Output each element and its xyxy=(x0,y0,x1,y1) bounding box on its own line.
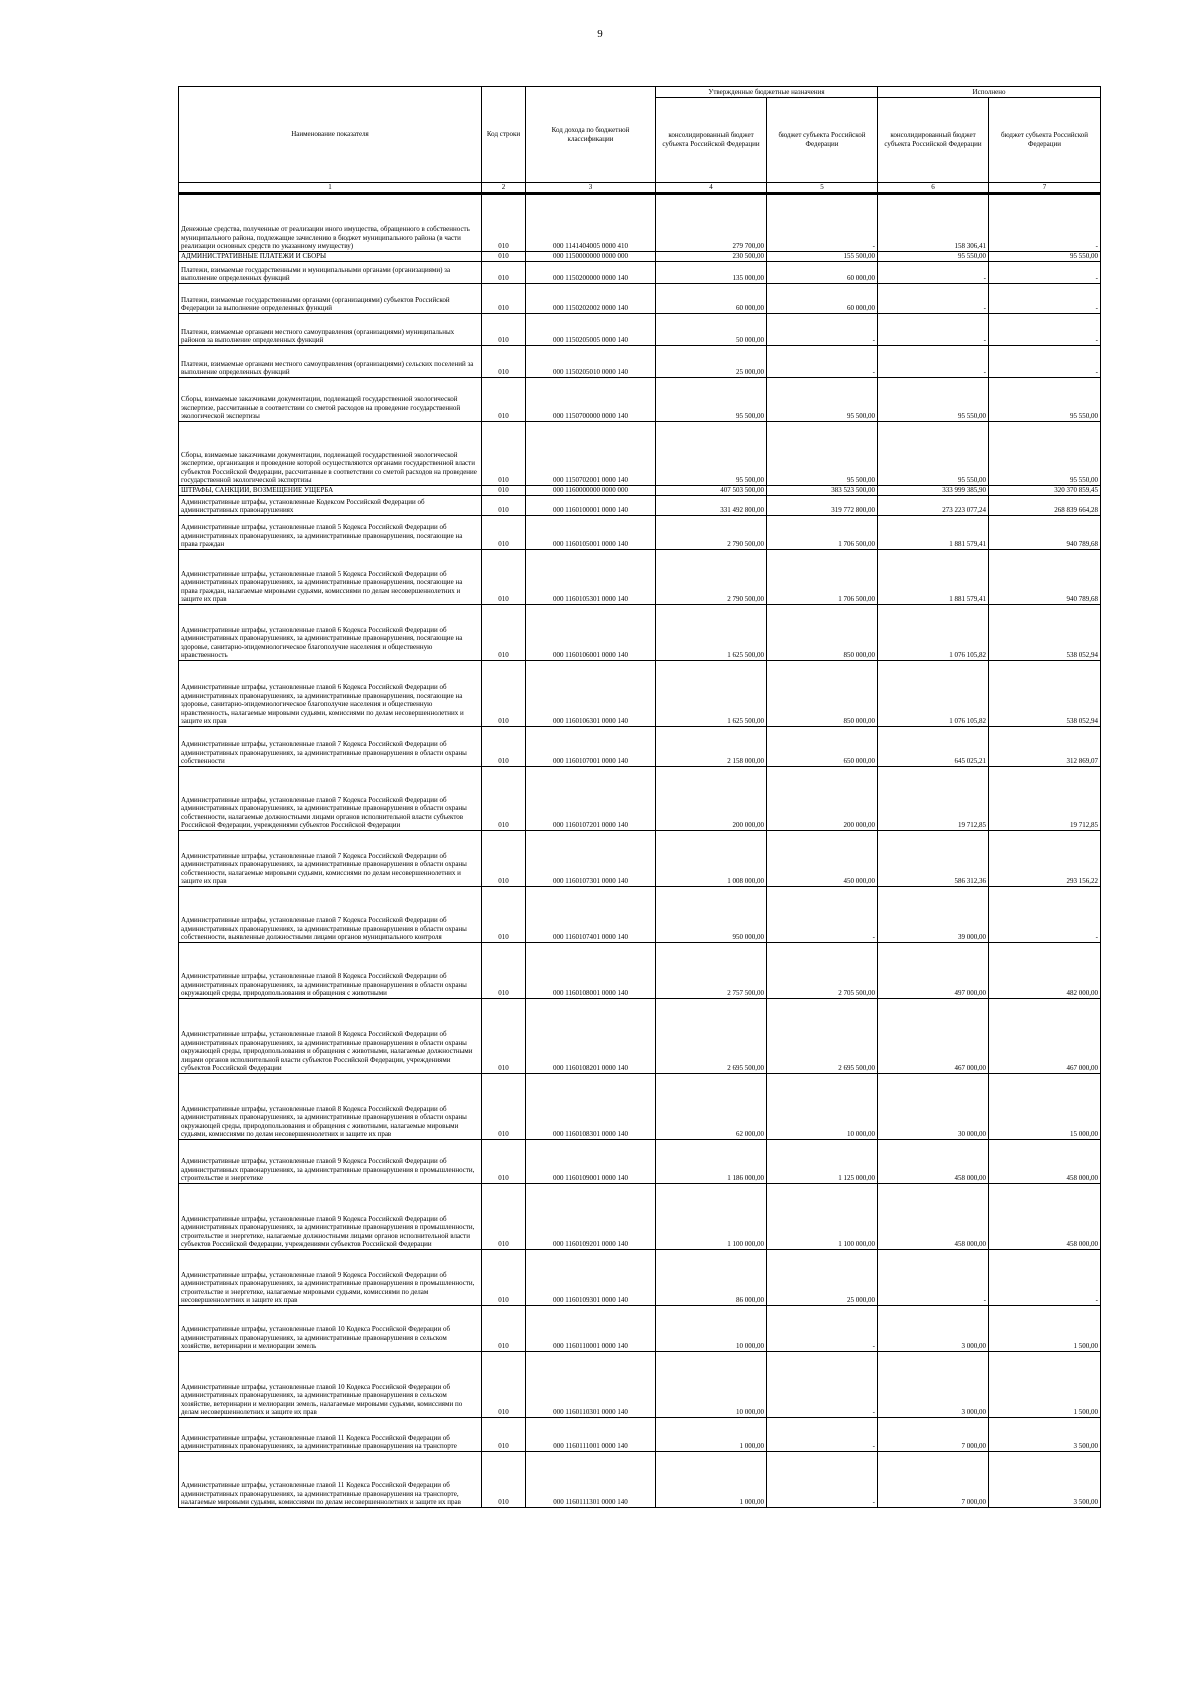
row-approved-subject: 10 000,00 xyxy=(767,1074,878,1140)
row-approved-consolidated: 1 000,00 xyxy=(656,1418,767,1452)
row-executed-subject: 15 000,00 xyxy=(989,1074,1101,1140)
row-executed-subject: 458 000,00 xyxy=(989,1140,1101,1184)
table-row xyxy=(179,831,1101,887)
table-row xyxy=(179,1184,1101,1250)
row-approved-subject: 25 000,00 xyxy=(767,1250,878,1306)
row-executed-consolidated: 95 550,00 xyxy=(878,252,989,262)
row-approved-consolidated: 279 700,00 xyxy=(656,194,767,252)
row-name: Административные штрафы, установленные Кодексом Российской Федерации об административных правонарушениях xyxy=(179,496,482,516)
row-approved-subject: 200 000,00 xyxy=(767,767,878,831)
row-approved-consolidated: 2 158 000,00 xyxy=(656,727,767,767)
table-row xyxy=(179,1140,1101,1184)
table-row xyxy=(179,262,1101,284)
table-row xyxy=(179,550,1101,605)
row-executed-subject: - xyxy=(989,284,1101,314)
row-line-code: 010 xyxy=(482,550,526,605)
row-approved-subject: - xyxy=(767,1306,878,1352)
row-approved-subject: 1 100 000,00 xyxy=(767,1184,878,1250)
row-approved-consolidated: 331 492 800,00 xyxy=(656,496,767,516)
row-name: Платежи, взимаемые органами местного самоуправления (организациями) муниципальных районов за выполнение определенных функций xyxy=(179,314,482,346)
col-number: 6 xyxy=(878,183,989,194)
row-income-code: 000 1160108201 0000 140 xyxy=(526,999,656,1074)
row-line-code: 010 xyxy=(482,1306,526,1352)
table-row xyxy=(179,346,1101,378)
row-approved-subject: 850 000,00 xyxy=(767,605,878,661)
row-approved-consolidated: 2 790 500,00 xyxy=(656,550,767,605)
row-income-code: 000 1150205010 0000 140 xyxy=(526,346,656,378)
row-line-code: 010 xyxy=(482,378,526,422)
row-name: Сборы, взимаемые заказчиками документации, подлежащей государственной экологической экспертизе, организация и проведение которой осуществляются органами государственной власти субъектов Российской Федерации, рассчитанные в соответствии со сметой расходов на проведение государственной экологической экспертизы xyxy=(179,422,482,486)
row-name: Сборы, взимаемые заказчиками документации, подлежащей государственной экологической экспертизе, рассчитанные в соответствии со сметой расходов на проведение государственной экологической экспертизы xyxy=(179,378,482,422)
row-income-code: 000 1160107201 0000 140 xyxy=(526,767,656,831)
row-name: Административные штрафы, установленные главой 9 Кодекса Российской Федерации об административных правонарушениях, за административные правонарушения в промышленности, строительстве и энергетике, налагаемые мировыми судьями, комиссиями по делам несовершеннолетних и защите их прав xyxy=(179,1250,482,1306)
row-approved-subject: 319 772 800,00 xyxy=(767,496,878,516)
table-row xyxy=(179,314,1101,346)
row-executed-consolidated: 3 000,00 xyxy=(878,1306,989,1352)
table-row xyxy=(179,887,1101,943)
row-approved-subject: 2 695 500,00 xyxy=(767,999,878,1074)
row-approved-consolidated: 50 000,00 xyxy=(656,314,767,346)
row-approved-subject: 1 706 500,00 xyxy=(767,550,878,605)
row-approved-subject: 383 523 500,00 xyxy=(767,486,878,496)
table-row xyxy=(179,661,1101,727)
row-approved-consolidated: 60 000,00 xyxy=(656,284,767,314)
row-executed-subject: 538 052,94 xyxy=(989,605,1101,661)
row-executed-subject: 95 550,00 xyxy=(989,378,1101,422)
row-executed-consolidated: 95 550,00 xyxy=(878,378,989,422)
row-name: АДМИНИСТРАТИВНЫЕ ПЛАТЕЖИ И СБОРЫ xyxy=(179,252,482,262)
row-executed-subject: 538 052,94 xyxy=(989,661,1101,727)
row-income-code: 000 1150200000 0000 140 xyxy=(526,262,656,284)
table-row xyxy=(179,1418,1101,1452)
row-income-code: 000 1150000000 0000 000 xyxy=(526,252,656,262)
row-line-code: 010 xyxy=(482,284,526,314)
col-header-line-code: Код строки xyxy=(482,87,526,183)
row-line-code: 010 xyxy=(482,661,526,727)
row-name: Административные штрафы, установленные главой 11 Кодекса Российской Федерации об административных правонарушениях, за административные правонарушения на транспорте, налагаемые мировыми судьями, комиссиями по делам несовершеннолетних и защите их прав xyxy=(179,1452,482,1508)
row-executed-subject: 1 500,00 xyxy=(989,1306,1101,1352)
row-line-code: 010 xyxy=(482,516,526,550)
row-income-code: 000 1150202002 0000 140 xyxy=(526,284,656,314)
row-income-code: 000 1150700000 0000 140 xyxy=(526,378,656,422)
row-approved-subject: 850 000,00 xyxy=(767,661,878,727)
row-line-code: 010 xyxy=(482,252,526,262)
row-income-code: 000 1160107001 0000 140 xyxy=(526,727,656,767)
row-approved-subject: 1 125 000,00 xyxy=(767,1140,878,1184)
row-income-code: 000 1160111001 0000 140 xyxy=(526,1418,656,1452)
row-approved-subject: 95 500,00 xyxy=(767,422,878,486)
row-approved-consolidated: 1 008 000,00 xyxy=(656,831,767,887)
row-executed-consolidated: 645 025,21 xyxy=(878,727,989,767)
row-approved-subject: - xyxy=(767,346,878,378)
table-row xyxy=(179,486,1101,496)
group-header-approved: Утвержденные бюджетные назначения xyxy=(656,87,878,98)
row-executed-subject: 458 000,00 xyxy=(989,1184,1101,1250)
col-header-executed-subject: бюджет субъекта Российской Федерации xyxy=(989,98,1101,183)
row-line-code: 010 xyxy=(482,346,526,378)
row-name: Административные штрафы, установленные главой 10 Кодекса Российской Федерации об административных правонарушениях, за административные правонарушения в сельском хозяйстве, ветеринарии и мелиорации земель, налагаемые мировыми судьями, комиссиями по делам несовершеннолетних и защите их прав xyxy=(179,1352,482,1418)
row-approved-subject: - xyxy=(767,887,878,943)
row-name: Платежи, взимаемые государственными органами (организациями) субъектов Российской Федерации за выполнение определенных функций xyxy=(179,284,482,314)
row-approved-consolidated: 95 500,00 xyxy=(656,378,767,422)
table-row xyxy=(179,999,1101,1074)
row-executed-consolidated: 1 076 105,82 xyxy=(878,661,989,727)
col-header-executed-consolidated: консолидированный бюджет субъекта Российской Федерации xyxy=(878,98,989,183)
row-executed-subject: 3 500,00 xyxy=(989,1452,1101,1508)
table-row xyxy=(179,1352,1101,1418)
row-line-code: 010 xyxy=(482,727,526,767)
row-income-code: 000 1160108001 0000 140 xyxy=(526,943,656,999)
row-approved-consolidated: 10 000,00 xyxy=(656,1306,767,1352)
row-income-code: 000 1160111301 0000 140 xyxy=(526,1452,656,1508)
row-executed-consolidated: 7 000,00 xyxy=(878,1452,989,1508)
row-executed-consolidated: 158 306,41 xyxy=(878,194,989,252)
row-executed-consolidated: 497 000,00 xyxy=(878,943,989,999)
row-income-code: 000 1160106301 0000 140 xyxy=(526,661,656,727)
row-approved-consolidated: 1 186 000,00 xyxy=(656,1140,767,1184)
row-executed-consolidated: - xyxy=(878,346,989,378)
row-approved-consolidated: 135 000,00 xyxy=(656,262,767,284)
row-name: ШТРАФЫ, САНКЦИИ, ВОЗМЕЩЕНИЕ УЩЕРБА xyxy=(179,486,482,496)
row-income-code: 000 1150702001 0000 140 xyxy=(526,422,656,486)
row-name: Административные штрафы, установленные главой 9 Кодекса Российской Федерации об административных правонарушениях, за административные правонарушения в промышленности, строительстве и энергетике xyxy=(179,1140,482,1184)
col-number: 3 xyxy=(526,183,656,194)
row-income-code: 000 1150205005 0000 140 xyxy=(526,314,656,346)
row-name: Административные штрафы, установленные главой 9 Кодекса Российской Федерации об административных правонарушениях, за административные правонарушения в промышленности, строительстве и энергетике, налагаемые должностными лицами органов исполнительной власти субъектов Российской Федерации, учреждениями субъектов Российской Федерации xyxy=(179,1184,482,1250)
col-number: 4 xyxy=(656,183,767,194)
row-line-code: 010 xyxy=(482,1074,526,1140)
row-executed-subject: 95 550,00 xyxy=(989,252,1101,262)
row-executed-consolidated: 333 999 385,90 xyxy=(878,486,989,496)
row-executed-consolidated: 458 000,00 xyxy=(878,1184,989,1250)
table-row xyxy=(179,378,1101,422)
row-income-code: 000 1160106001 0000 140 xyxy=(526,605,656,661)
row-income-code: 000 1160000000 0000 000 xyxy=(526,486,656,496)
row-name: Административные штрафы, установленные главой 7 Кодекса Российской Федерации об административных правонарушениях, за административные правонарушения в области охраны собственности, налагаемые мировыми судьями, комиссиями по делам несовершеннолетних и защите их прав xyxy=(179,831,482,887)
row-line-code: 010 xyxy=(482,1140,526,1184)
col-header-income-code: Код дохода по бюджетной классификации xyxy=(526,87,656,183)
row-approved-subject: 60 000,00 xyxy=(767,284,878,314)
row-approved-consolidated: 25 000,00 xyxy=(656,346,767,378)
row-approved-consolidated: 1 100 000,00 xyxy=(656,1184,767,1250)
row-approved-subject: 1 706 500,00 xyxy=(767,516,878,550)
row-income-code: 000 1160105001 0000 140 xyxy=(526,516,656,550)
row-approved-subject: 2 705 500,00 xyxy=(767,943,878,999)
table-row xyxy=(179,194,1101,252)
row-executed-subject: 95 550,00 xyxy=(989,422,1101,486)
row-approved-consolidated: 1 625 500,00 xyxy=(656,605,767,661)
row-executed-subject: 467 000,00 xyxy=(989,999,1101,1074)
col-number: 1 xyxy=(179,183,482,194)
row-income-code: 000 1160109301 0000 140 xyxy=(526,1250,656,1306)
row-line-code: 010 xyxy=(482,1250,526,1306)
row-income-code: 000 1160107401 0000 140 xyxy=(526,887,656,943)
row-executed-subject: 3 500,00 xyxy=(989,1418,1101,1452)
row-approved-subject: 155 500,00 xyxy=(767,252,878,262)
row-approved-consolidated: 1 000,00 xyxy=(656,1452,767,1508)
row-executed-subject: - xyxy=(989,346,1101,378)
row-approved-subject: 95 500,00 xyxy=(767,378,878,422)
row-income-code: 000 1160110001 0000 140 xyxy=(526,1306,656,1352)
row-name: Платежи, взимаемые государственными и муниципальными органами (организациями) за выполнение определенных функций xyxy=(179,262,482,284)
row-executed-consolidated: 19 712,85 xyxy=(878,767,989,831)
row-executed-subject: 1 500,00 xyxy=(989,1352,1101,1418)
row-executed-subject: - xyxy=(989,1250,1101,1306)
row-executed-consolidated: 39 000,00 xyxy=(878,887,989,943)
row-approved-consolidated: 10 000,00 xyxy=(656,1352,767,1418)
table-row xyxy=(179,496,1101,516)
row-name: Платежи, взимаемые органами местного самоуправления (организациями) сельских поселений за выполнение определенных функций xyxy=(179,346,482,378)
row-executed-subject: 320 370 859,45 xyxy=(989,486,1101,496)
row-income-code: 000 1160105301 0000 140 xyxy=(526,550,656,605)
row-line-code: 010 xyxy=(482,1184,526,1250)
row-line-code: 010 xyxy=(482,422,526,486)
table-row xyxy=(179,1250,1101,1306)
row-approved-subject: - xyxy=(767,1452,878,1508)
row-line-code: 010 xyxy=(482,943,526,999)
row-approved-consolidated: 95 500,00 xyxy=(656,422,767,486)
row-line-code: 010 xyxy=(482,767,526,831)
col-header-name: Наименование показателя xyxy=(179,87,482,183)
row-name: Административные штрафы, установленные главой 6 Кодекса Российской Федерации об административных правонарушениях, за административные правонарушения, посягающие на здоровье, санитарно-эпидемиологическое благополучие населения и общественную нравственность, налагаемые мировыми судьями, комиссиями по делам несовершеннолетних и защите их прав xyxy=(179,661,482,727)
row-name: Административные штрафы, установленные главой 10 Кодекса Российской Федерации об административных правонарушениях, за административные правонарушения в сельском хозяйстве, ветеринарии и мелиорации земель xyxy=(179,1306,482,1352)
row-executed-subject: 312 869,07 xyxy=(989,727,1101,767)
row-name: Административные штрафы, установленные главой 5 Кодекса Российской Федерации об административных правонарушениях, за административные правонарушения, посягающие на права граждан, налагаемые мировыми судьями, комиссиями по делам несовершеннолетних и защите их прав xyxy=(179,550,482,605)
col-number: 5 xyxy=(767,183,878,194)
row-approved-subject: 650 000,00 xyxy=(767,727,878,767)
row-executed-consolidated: 273 223 077,24 xyxy=(878,496,989,516)
row-name: Административные штрафы, установленные главой 5 Кодекса Российской Федерации об административных правонарушениях, за административные правонарушения, посягающие на права граждан xyxy=(179,516,482,550)
row-executed-subject: - xyxy=(989,887,1101,943)
row-approved-consolidated: 86 000,00 xyxy=(656,1250,767,1306)
table-row xyxy=(179,605,1101,661)
row-executed-consolidated: 3 000,00 xyxy=(878,1352,989,1418)
row-name: Административные штрафы, установленные главой 7 Кодекса Российской Федерации об административных правонарушениях, за административные правонарушения в области охраны собственности, налагаемые должностными лицами органов исполнительной власти субъектов Российской Федерации, учреждениями субъектов Российской Федерации xyxy=(179,767,482,831)
table-row xyxy=(179,516,1101,550)
row-executed-consolidated: 30 000,00 xyxy=(878,1074,989,1140)
page-number: 9 xyxy=(597,28,603,40)
row-line-code: 010 xyxy=(482,887,526,943)
table-row xyxy=(179,252,1101,262)
row-approved-subject: - xyxy=(767,314,878,346)
row-line-code: 010 xyxy=(482,262,526,284)
row-approved-subject: - xyxy=(767,1418,878,1452)
row-name: Административные штрафы, установленные главой 7 Кодекса Российской Федерации об административных правонарушениях, за административные правонарушения в области охраны собственности xyxy=(179,727,482,767)
row-approved-consolidated: 200 000,00 xyxy=(656,767,767,831)
row-approved-consolidated: 2 790 500,00 xyxy=(656,516,767,550)
row-executed-subject: - xyxy=(989,314,1101,346)
row-name: Административные штрафы, установленные главой 7 Кодекса Российской Федерации об административных правонарушениях, за административные правонарушения в области охраны собственности, выявленные должностными лицами органов муниципального контроля xyxy=(179,887,482,943)
row-executed-subject: - xyxy=(989,194,1101,252)
row-executed-subject: 19 712,85 xyxy=(989,767,1101,831)
row-executed-consolidated: 7 000,00 xyxy=(878,1418,989,1452)
table-row xyxy=(179,943,1101,999)
row-line-code: 010 xyxy=(482,605,526,661)
row-line-code: 010 xyxy=(482,194,526,252)
row-approved-subject: 450 000,00 xyxy=(767,831,878,887)
row-income-code: 000 1160107301 0000 140 xyxy=(526,831,656,887)
row-approved-consolidated: 62 000,00 xyxy=(656,1074,767,1140)
col-header-approved-subject: бюджет субъекта Российской Федерации xyxy=(767,98,878,183)
row-line-code: 010 xyxy=(482,496,526,516)
row-executed-consolidated: - xyxy=(878,284,989,314)
row-approved-consolidated: 1 625 500,00 xyxy=(656,661,767,727)
row-income-code: 000 1160109001 0000 140 xyxy=(526,1140,656,1184)
row-executed-subject: - xyxy=(989,262,1101,284)
row-executed-subject: 482 000,00 xyxy=(989,943,1101,999)
col-number: 2 xyxy=(482,183,526,194)
row-executed-consolidated: 1 881 579,41 xyxy=(878,516,989,550)
row-executed-consolidated: - xyxy=(878,314,989,346)
table-row xyxy=(179,422,1101,486)
row-name: Денежные средства, полученные от реализации иного имущества, обращенного в собственность муниципального района, подлежащие зачислению в бюджет муниципального района (в части реализации основных средств по указанному имуществу) xyxy=(179,194,482,252)
row-line-code: 010 xyxy=(482,1418,526,1452)
col-number: 7 xyxy=(989,183,1101,194)
table-row xyxy=(179,727,1101,767)
row-executed-consolidated: 458 000,00 xyxy=(878,1140,989,1184)
row-approved-consolidated: 230 500,00 xyxy=(656,252,767,262)
row-executed-subject: 940 789,68 xyxy=(989,516,1101,550)
row-name: Административные штрафы, установленные главой 11 Кодекса Российской Федерации об административных правонарушениях, за административные правонарушения на транспорте xyxy=(179,1418,482,1452)
col-header-approved-consolidated: консолидированный бюджет субъекта Российской Федерации xyxy=(656,98,767,183)
row-approved-subject: 60 000,00 xyxy=(767,262,878,284)
row-executed-consolidated: 1 881 579,41 xyxy=(878,550,989,605)
table-row xyxy=(179,1074,1101,1140)
row-executed-consolidated: 95 550,00 xyxy=(878,422,989,486)
row-line-code: 010 xyxy=(482,1452,526,1508)
row-name: Административные штрафы, установленные главой 8 Кодекса Российской Федерации об административных правонарушениях, за административные правонарушения в области охраны окружающей среды, природопользования и обращения с животными xyxy=(179,943,482,999)
table-row xyxy=(179,1306,1101,1352)
row-income-code: 000 1160109201 0000 140 xyxy=(526,1184,656,1250)
row-approved-consolidated: 950 000,00 xyxy=(656,887,767,943)
row-executed-consolidated: 586 312,36 xyxy=(878,831,989,887)
budget-table xyxy=(178,86,1101,1508)
row-executed-subject: 940 789,68 xyxy=(989,550,1101,605)
row-executed-subject: 293 156,22 xyxy=(989,831,1101,887)
row-name: Административные штрафы, установленные главой 8 Кодекса Российской Федерации об административных правонарушениях, за административные правонарушения в области охраны окружающей среды, природопользования и обращения с животными, налагаемые должностными лицами органов исполнительной власти субъектов Российской Федерации, учреждениями субъектов Российской Федерации xyxy=(179,999,482,1074)
row-executed-consolidated: 1 076 105,82 xyxy=(878,605,989,661)
table-row xyxy=(179,767,1101,831)
row-executed-consolidated: 467 000,00 xyxy=(878,999,989,1074)
row-executed-subject: 268 839 664,28 xyxy=(989,496,1101,516)
row-line-code: 010 xyxy=(482,831,526,887)
row-name: Административные штрафы, установленные главой 6 Кодекса Российской Федерации об административных правонарушениях, за административные правонарушения, посягающие на здоровье, санитарно-эпидемиологическое благополучие населения и общественную нравственность xyxy=(179,605,482,661)
row-line-code: 010 xyxy=(482,999,526,1074)
row-executed-consolidated: - xyxy=(878,262,989,284)
group-header-executed: Исполнено xyxy=(878,87,1101,98)
row-approved-consolidated: 407 503 500,00 xyxy=(656,486,767,496)
row-income-code: 000 1141404005 0000 410 xyxy=(526,194,656,252)
row-approved-subject: - xyxy=(767,1352,878,1418)
row-line-code: 010 xyxy=(482,1352,526,1418)
row-line-code: 010 xyxy=(482,486,526,496)
row-income-code: 000 1160100001 0000 140 xyxy=(526,496,656,516)
row-approved-consolidated: 2 757 500,00 xyxy=(656,943,767,999)
row-line-code: 010 xyxy=(482,314,526,346)
row-income-code: 000 1160110301 0000 140 xyxy=(526,1352,656,1418)
row-approved-consolidated: 2 695 500,00 xyxy=(656,999,767,1074)
row-name: Административные штрафы, установленные главой 8 Кодекса Российской Федерации об административных правонарушениях, за административные правонарушения в области охраны окружающей среды, природопользования и обращения с животными, налагаемые мировыми судьями, комиссиями по делам несовершеннолетних и защите их прав xyxy=(179,1074,482,1140)
row-approved-subject: - xyxy=(767,194,878,252)
row-executed-consolidated: - xyxy=(878,1250,989,1306)
table-row xyxy=(179,1452,1101,1508)
row-income-code: 000 1160108301 0000 140 xyxy=(526,1074,656,1140)
table-row xyxy=(179,284,1101,314)
